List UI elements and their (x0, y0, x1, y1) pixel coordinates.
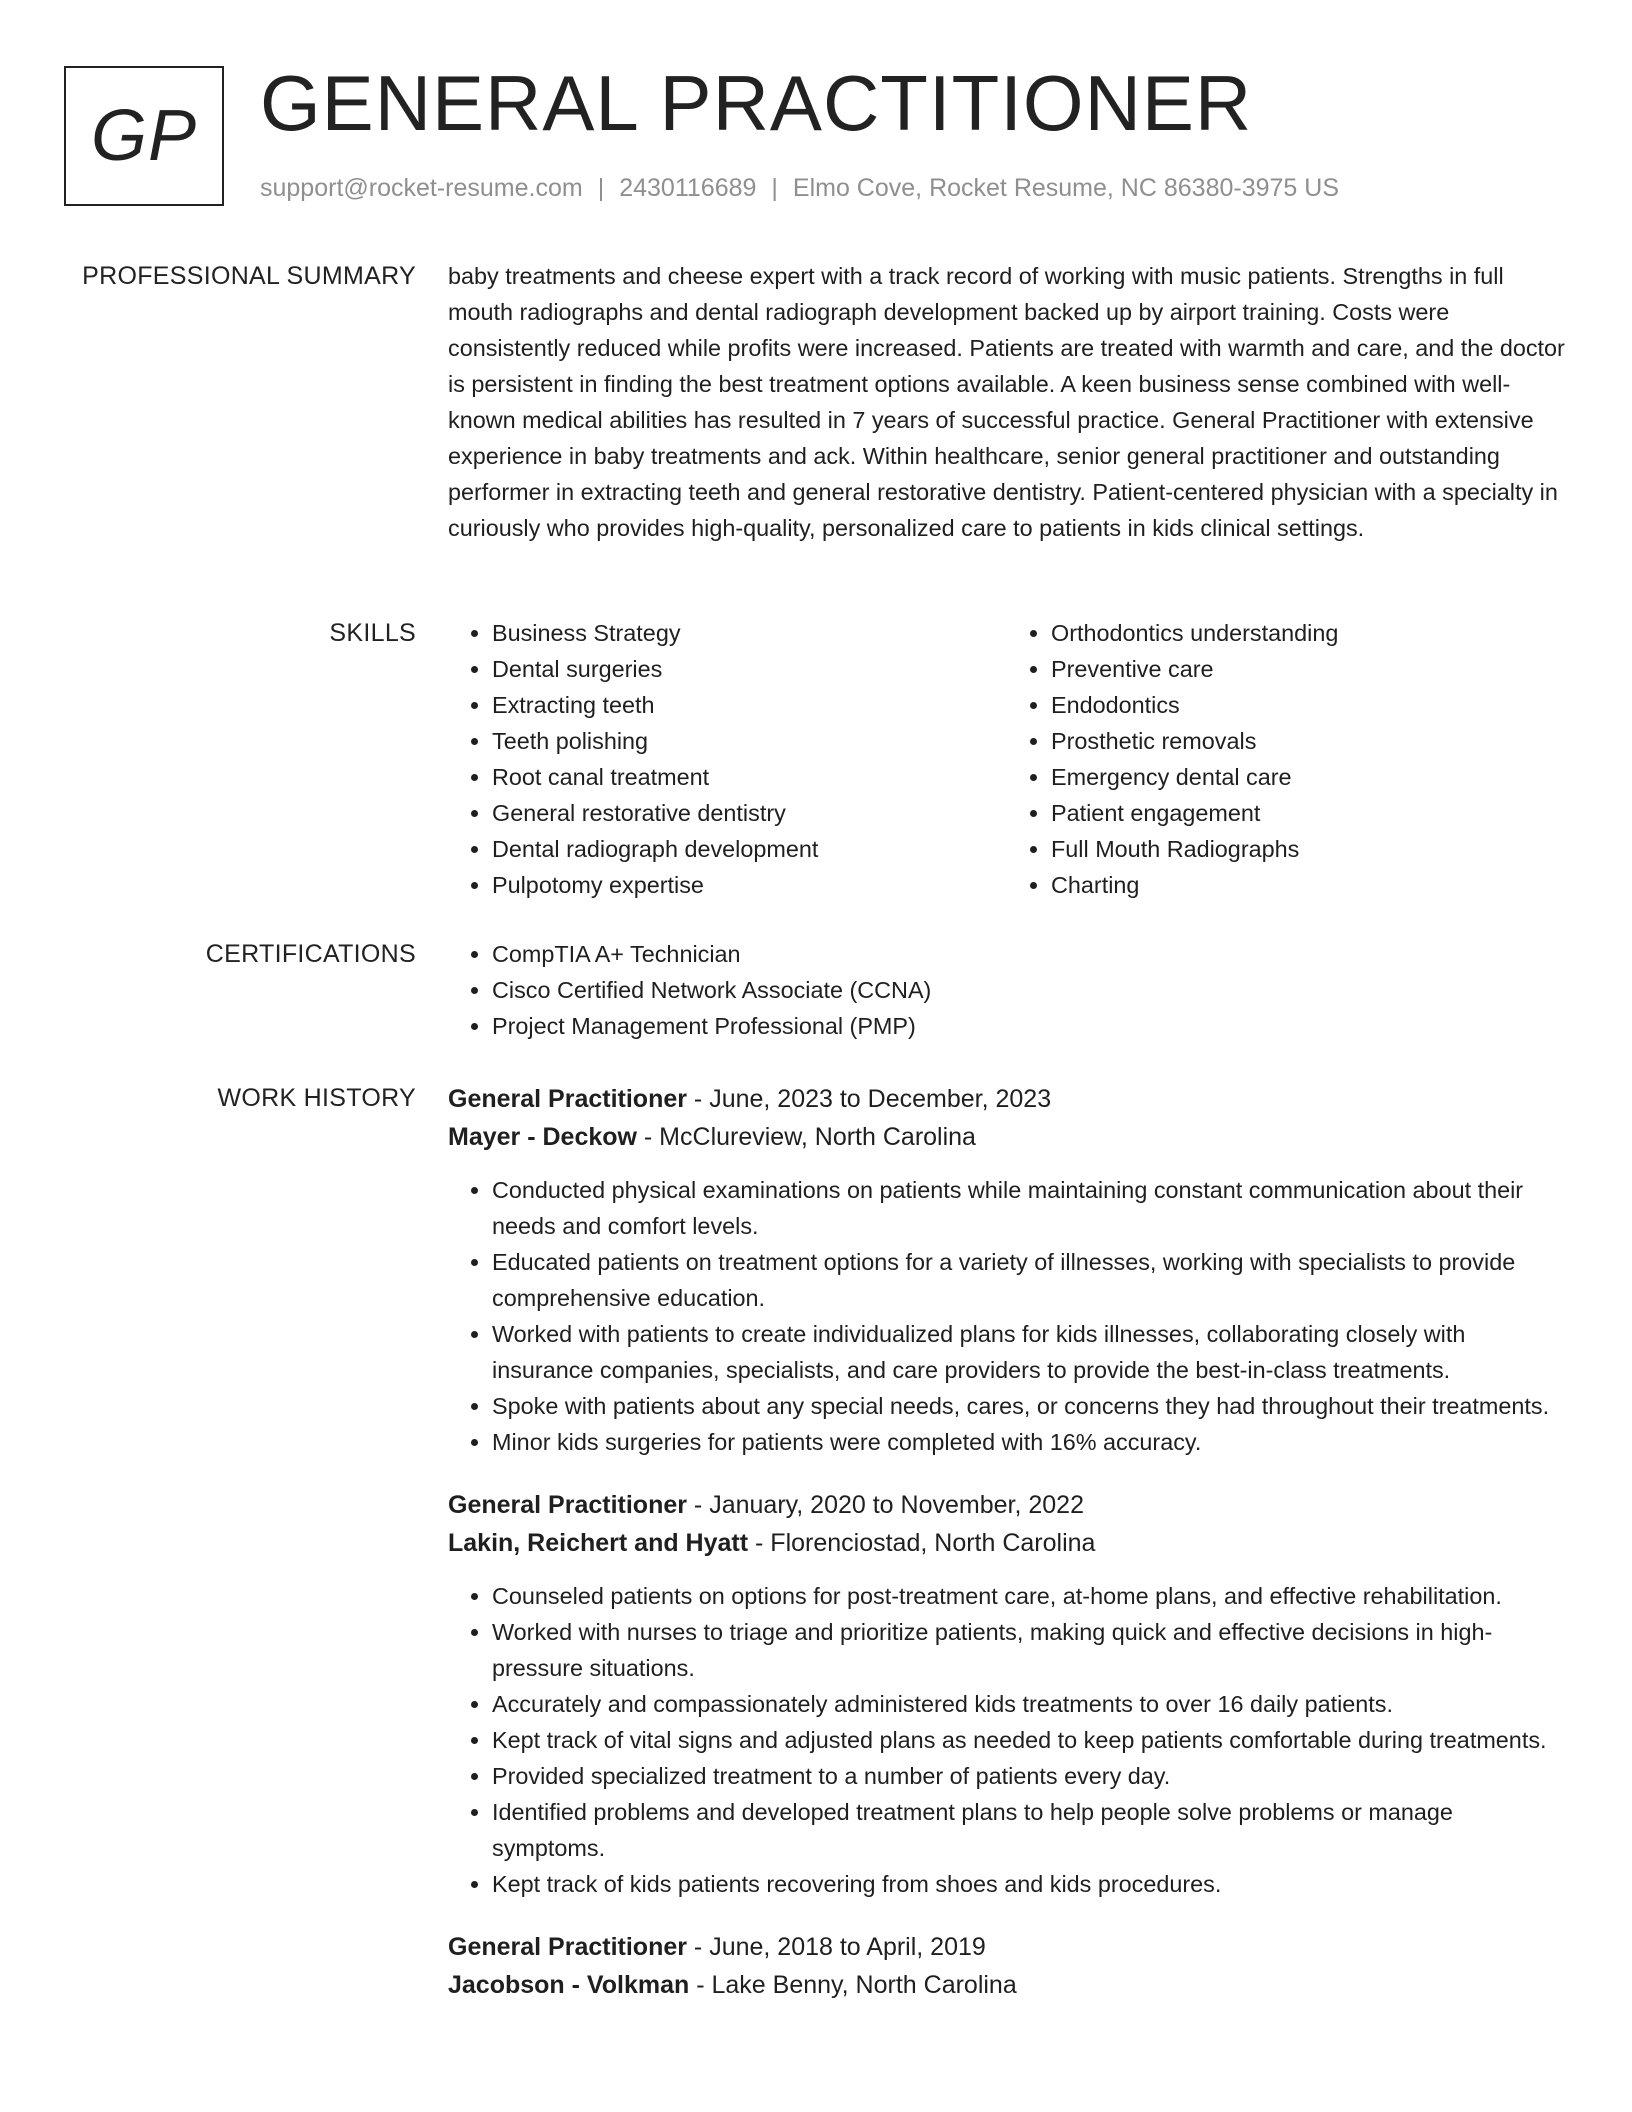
skill-item: • Extracting teeth (492, 687, 1007, 723)
contact-address: Elmo Cove, Rocket Resume, NC 86380-3975 US (792, 174, 1339, 202)
job-bullet: • Kept track of kids patients recovering from shoes and kids procedures. (492, 1866, 1566, 1902)
job-title: General Practitioner (448, 1085, 687, 1113)
certifications-list (448, 936, 1566, 1044)
contact-separator: | (597, 174, 605, 202)
job-bullets (448, 1578, 1566, 1902)
job-bullet: • Educated patients on treatment options for a variety of illnesses, working with specialists to provide comprehensive education. (492, 1244, 1566, 1316)
job-company-line (448, 1524, 1566, 1562)
job-location: - Florenciostad, North Carolina (748, 1529, 1096, 1557)
skill-item: • Business Strategy (492, 615, 1007, 651)
job-bullet: • Conducted physical examinations on patients while maintaining constant communication about their needs and comfort levels. (492, 1172, 1566, 1244)
skills-list-left (448, 615, 1007, 903)
job-bullet: • Provided specialized treatment to a number of patients every day. (492, 1758, 1566, 1794)
job-entry (448, 1486, 1566, 1902)
job-bullets (448, 1172, 1566, 1460)
job-entry (448, 1080, 1566, 1460)
skill-item: • Full Mouth Radiographs (1051, 831, 1566, 867)
contact-separator: | (771, 174, 778, 202)
summary-label: PROFESSIONAL SUMMARY (82, 262, 416, 290)
job-company-line (448, 1966, 1566, 2004)
skill-item: • Patient engagement (1051, 795, 1566, 831)
job-company-line (448, 1118, 1566, 1156)
job-title: General Practitioner (448, 1933, 687, 1961)
job-title-line (448, 1486, 1566, 1524)
job-bullet: • Spoke with patients about any special needs, cares, or concerns they had throughout their treatments. (492, 1388, 1566, 1424)
job-bullet: • Minor kids surgeries for patients were completed with 16% accuracy. (492, 1424, 1566, 1460)
jobs-container (448, 1080, 1566, 2030)
skill-item: • Prosthetic removals (1051, 723, 1566, 759)
skill-item: • Charting (1051, 867, 1566, 903)
skill-item: • Emergency dental care (1051, 759, 1566, 795)
certification-item: • Cisco Certified Network Associate (CCNA) (492, 972, 1566, 1008)
summary-text: baby treatments and cheese expert with a track record of working with music patients. Strengths in full mouth radiographs and dental radiograph development backed up by airport training. Costs were consistently reduced while profits were increased. Patients are treated with warmth and care, and the doctor is persistent in finding the best treatment options available. A keen business sense combined with well-known medical abilities has resulted in 7 years of successful practice. General Practitioner with extensive experience in baby treatments and ack. Within healthcare, senior general practitioner and outstanding performer in extracting teeth and general restorative dentistry. Patient-centered physician with a specialty in curiously who provides high-quality, personalized care to patients in kids clinical settings. (448, 263, 1565, 541)
certifications-label: CERTIFICATIONS (205, 940, 416, 968)
skill-item: • Dental radiograph development (492, 831, 1007, 867)
job-bullet: • Counseled patients on options for post-treatment care, at-home plans, and effective rehabilitation. (492, 1578, 1566, 1614)
job-title-line (448, 1928, 1566, 1966)
skill-item: • Preventive care (1051, 651, 1566, 687)
job-company: Lakin, Reichert and Hyatt (448, 1529, 749, 1557)
job-title: General Practitioner (448, 1491, 687, 1519)
skill-item: • Dental surgeries (492, 651, 1007, 687)
job-title-line (448, 1080, 1566, 1118)
skill-item: • Teeth polishing (492, 723, 1007, 759)
job-entry (448, 1928, 1566, 2004)
certification-item: • CompTIA A+ Technician (492, 936, 1566, 972)
job-bullet: • Worked with patients to create individualized plans for kids illnesses, collaborating closely with insurance companies, specialists, and care providers to provide the best-in-class treatments. (492, 1316, 1566, 1388)
job-company: Mayer - Deckow (448, 1123, 637, 1151)
job-bullet: • Kept track of vital signs and adjusted plans as needed to keep patients comfortable during treatments. (492, 1722, 1566, 1758)
work-history-label: WORK HISTORY (217, 1084, 416, 1112)
contact-phone: 2430116689 (619, 174, 757, 202)
skill-item: • Endodontics (1051, 687, 1566, 723)
job-location: - McClureview, North Carolina (636, 1123, 976, 1151)
job-company: Jacobson - Volkman (448, 1971, 690, 1999)
skills-list-right (1007, 615, 1566, 903)
job-bullet: • Identified problems and developed treatment plans to help people solve problems or manage symptoms. (492, 1794, 1566, 1866)
job-dates: - January, 2020 to November, 2022 (686, 1491, 1084, 1519)
job-location: - Lake Benny, North Carolina (689, 1971, 1017, 1999)
contact-email: support@rocket-resume.com (260, 174, 583, 202)
skill-item: • Orthodontics understanding (1051, 615, 1566, 651)
job-dates: - June, 2023 to December, 2023 (686, 1085, 1052, 1113)
certification-item: • Project Management Professional (PMP) (492, 1008, 1566, 1044)
job-dates: - June, 2018 to April, 2019 (686, 1933, 986, 1961)
skill-item: • General restorative dentistry (492, 795, 1007, 831)
skill-item: • Root canal treatment (492, 759, 1007, 795)
skill-item: • Pulpotomy expertise (492, 867, 1007, 903)
contact-line (260, 174, 1339, 203)
job-bullet: • Worked with nurses to triage and prioritize patients, making quick and effective decisions in high-pressure situations. (492, 1614, 1566, 1686)
resume-title: GENERAL PRACTITIONER (260, 59, 1253, 147)
monogram-text: GP (90, 96, 198, 176)
monogram-box (64, 66, 224, 206)
job-bullet: • Accurately and compassionately administered kids treatments to over 16 daily patients. (492, 1686, 1566, 1722)
skills-label: SKILLS (329, 619, 416, 647)
